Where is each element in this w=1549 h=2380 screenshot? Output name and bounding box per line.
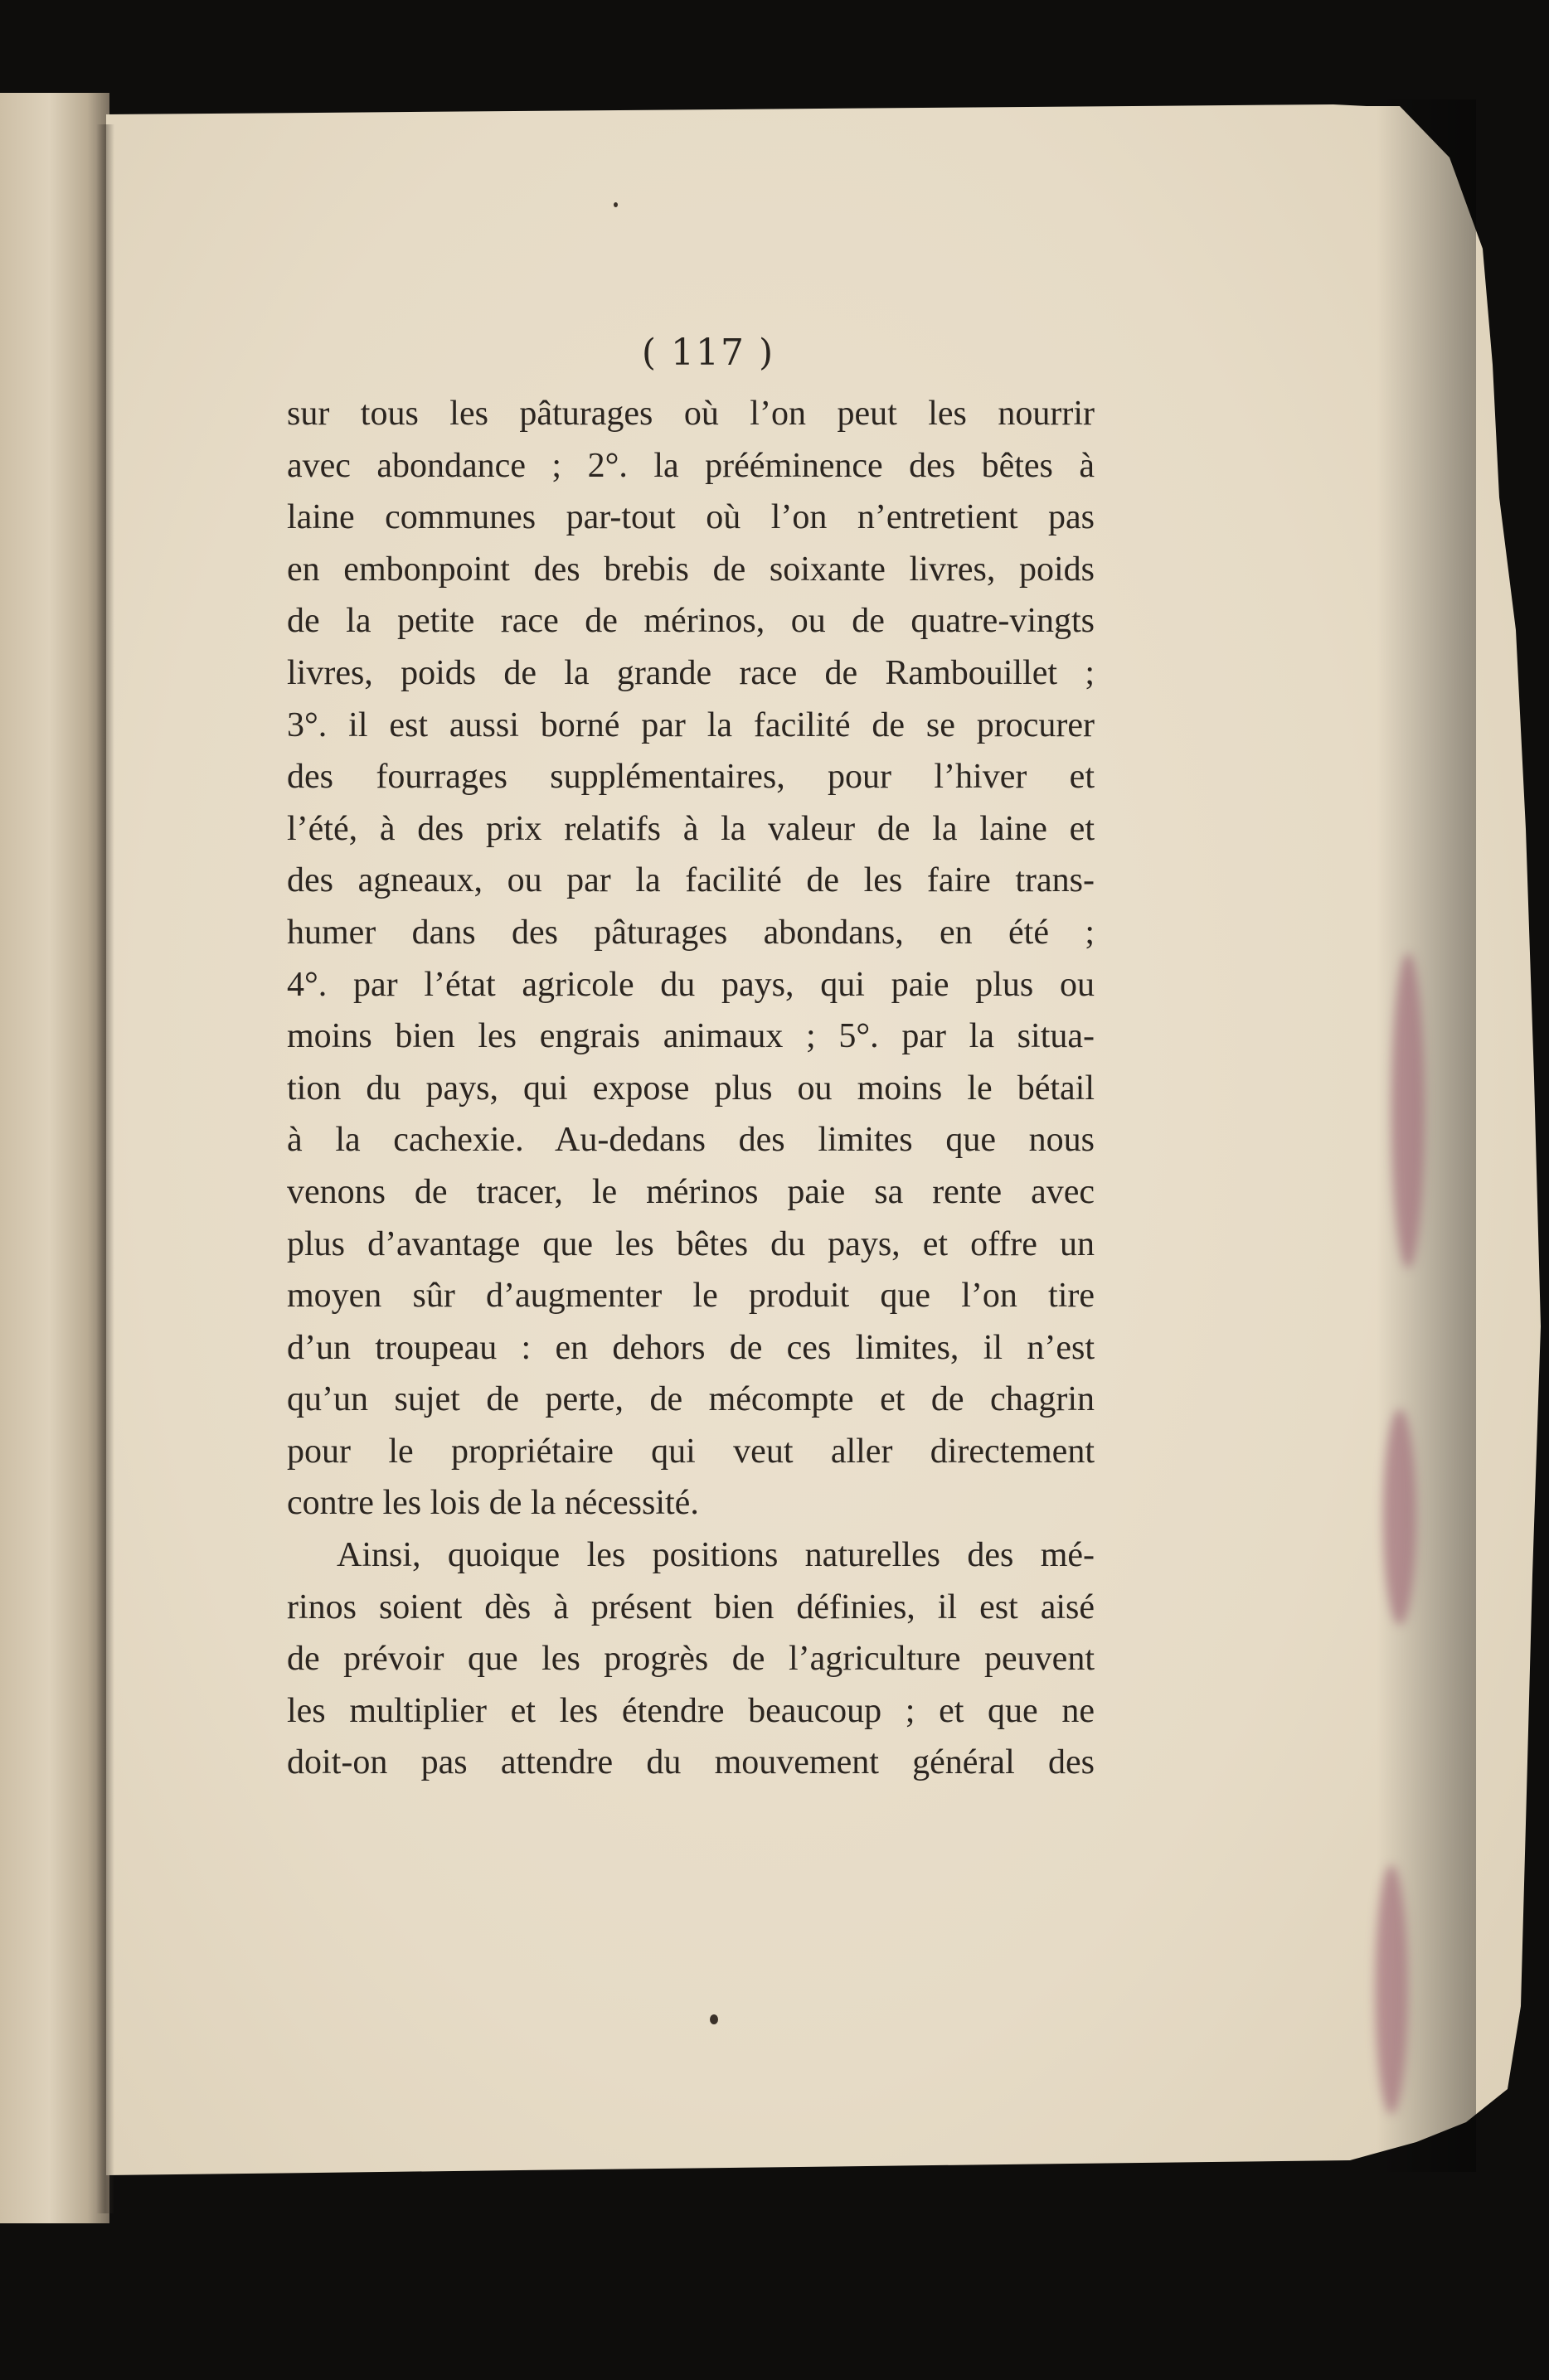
text-line: qu’un sujet de perte, de mécompte et de chagrin xyxy=(287,1380,1095,1419)
text-line: les multiplier et les étendre beaucoup ; et que ne xyxy=(287,1691,1095,1730)
text-line: des fourrages supplémentaires, pour l’hiver et xyxy=(287,758,1095,797)
text-line: venons de tracer, le mérinos paie sa rente avec xyxy=(287,1172,1095,1211)
text-line: en embonpoint des brebis de soixante livres, poids xyxy=(287,550,1095,589)
text-line: livres, poids de la grande race de Rambouillet ; xyxy=(287,653,1095,692)
text-line: contre les lois de la nécessité. xyxy=(287,1484,699,1523)
text-line: 4°. par l’état agricole du pays, qui paie plus ou xyxy=(287,965,1095,1004)
edge-stain xyxy=(1383,1409,1416,1625)
text-line: 3°. il est aussi borné par la facilité de se procurer xyxy=(287,705,1095,744)
text-line: doit-on pas attendre du mouvement général des xyxy=(287,1743,1095,1782)
text-line: laine communes par-tout où l’on n’entretient pas xyxy=(287,498,1095,537)
page-number-header: ( 117 ) xyxy=(641,332,775,374)
text-line: sur tous les pâturages où l’on peut les nourrir xyxy=(287,395,1095,433)
left-page-edge xyxy=(0,93,109,2223)
text-line: rinos soient dès à présent bien définies, il est aisé xyxy=(287,1587,1095,1626)
text-line: des agneaux, ou par la facilité de les faire trans- xyxy=(287,861,1095,900)
text-line: pour le propriétaire qui veut aller directement xyxy=(287,1432,1095,1471)
text-line: humer dans des pâturages abondans, en été ; xyxy=(287,913,1095,952)
text-line: tion du pays, qui expose plus ou moins le bétail xyxy=(287,1069,1095,1108)
edge-stain xyxy=(1375,1865,1408,2114)
text-line: Ainsi, quoique les positions naturelles des mé- xyxy=(337,1536,1095,1575)
text-line: d’un troupeau : en dehors de ces limites, il n’est xyxy=(287,1328,1095,1367)
text-line: de prévoir que les progrès de l’agriculture peuvent xyxy=(287,1640,1095,1679)
ink-speck xyxy=(614,202,618,207)
text-line: plus d’avantage que les bêtes du pays, et offre un xyxy=(287,1224,1095,1263)
book-gutter xyxy=(96,124,114,2213)
body-text xyxy=(287,388,1095,1789)
text-line: avec abondance ; 2°. la prééminence des bêtes à xyxy=(287,446,1095,485)
text-line: l’été, à des prix relatifs à la valeur de la laine et xyxy=(287,809,1095,848)
text-line: à la cachexie. Au-dedans des limites que nous xyxy=(287,1121,1095,1160)
ink-speck xyxy=(710,2014,718,2024)
text-line: moyen sûr d’augmenter le produit que l’on tire xyxy=(287,1277,1095,1316)
text-line: moins bien les engrais animaux ; 5°. par la situa- xyxy=(287,1017,1095,1056)
text-line: de la petite race de mérinos, ou de quatre-vingts xyxy=(287,602,1095,641)
edge-stain xyxy=(1391,953,1425,1268)
